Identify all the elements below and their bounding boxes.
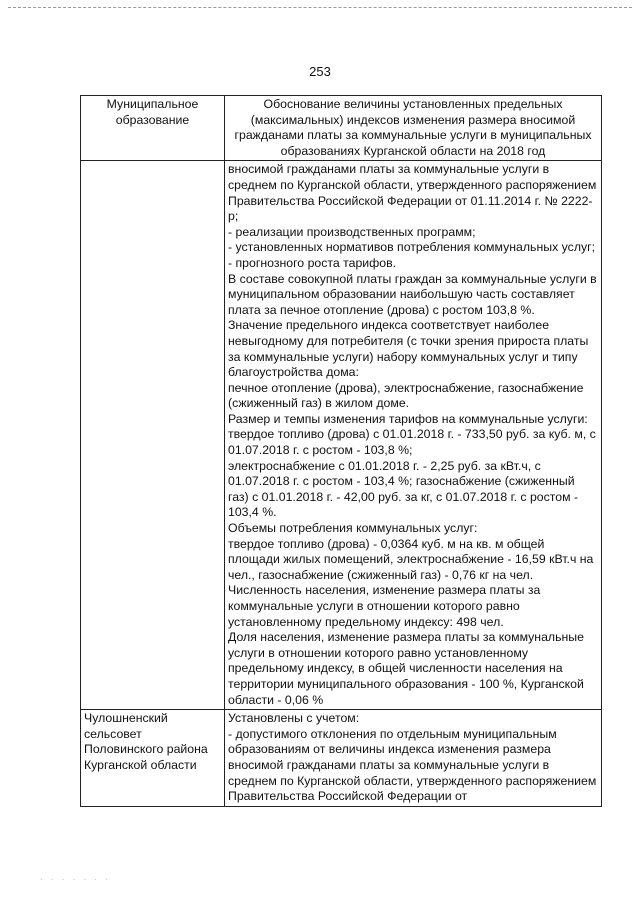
scan-edge-line	[8, 7, 632, 8]
table-row	[81, 710, 602, 807]
justification-paragraph: Объемы потребления коммунальных услуг:	[228, 521, 478, 536]
justification-paragraph: вносимой гражданами платы за коммунальные услуги в среднем по Курганской области, утвержденного распоряжением Правительства Российской Федерации от 01.11.2014 г. № 2222-р;	[228, 162, 597, 224]
page-number: 253	[309, 64, 331, 79]
municipal-index-table	[80, 95, 602, 807]
justification-paragraph: - установленных нормативов потребления коммунальных услуг;	[228, 240, 596, 255]
justification-paragraph: твердое топливо (дрова) с 01.01.2018 г. - 733,50 руб. за куб. м, с 01.07.2018 г. с ростом - 103,8 %;	[228, 427, 596, 458]
table-header-row	[81, 96, 602, 161]
justification-paragraph: Значение предельного индекса соответствует наиболее невыгодному для потребителя (с точки зрения прироста платы за коммунальные услуги) набору коммунальных услуг и типу благоустройства дома:	[228, 318, 589, 380]
justification-paragraph: твердое топливо (дрова) - 0,0364 куб. м на кв. м общей площади жилых помещений, электроснабжение - 16,59 кВт.ч на чел., газоснабжение (сжиженный газ) - 0,76 кг на чел.	[228, 536, 594, 582]
municipality-cell	[81, 161, 225, 710]
municipality-cell: Чулошненский сельсовет Половинского района Курганской области	[81, 710, 225, 807]
table-row	[81, 161, 602, 710]
justification-paragraph: Численность населения, изменение размера платы за коммунальные услуги в отношении которого равно установленному предельному индексу: 498 чел.	[228, 583, 541, 629]
justification-paragraph: Размер и темпы изменения тарифов на коммунальные услуги:	[228, 411, 588, 426]
header-municipality: Муниципальное образование	[81, 96, 225, 161]
justification-paragraph: В составе совокупной платы граждан за коммунальные услуги в муниципальном образовании наибольшую часть составляет плата за печное отопление (дрова) с ростом 103,8 %.	[228, 271, 597, 317]
justification-paragraph: Установлены с учетом:	[228, 711, 360, 726]
header-justification: Обоснование величины установленных предельных (максимальных) индексов изменения размера вносимой гражданами платы за коммунальные услуги в муниципальных образованиях Курганской области на 2018 год	[225, 96, 602, 161]
scan-noise: · · · · · · ·	[40, 875, 111, 884]
justification-paragraph: - допустимого отклонения по отдельным муниципальным образованиям от величины индекса изменения размера вносимой гражданами платы за коммунальные услуги в среднем по Курганской области, утвержденного распоряжением Правительства Российской Федерации от	[228, 726, 597, 804]
justification-cell	[225, 710, 602, 807]
justification-cell	[225, 161, 602, 710]
justification-paragraph: печное отопление (дрова), электроснабжение, газоснабжение (сжиженный газ) в жилом доме.	[228, 380, 584, 411]
justification-paragraph: Доля населения, изменение размера платы за коммунальные услуги в отношении которого равно установленному предельному индексу, в общей численности населения на территории муниципального образования - 100 %, Курганской области - 0,06 %	[228, 630, 584, 707]
justification-paragraph: электроснабжение с 01.01.2018 г. - 2,25 руб. за кВт.ч, с 01.07.2018 г. с ростом - 103,4 %; газоснабжение (сжиженный газ) с 01.01.2018 г. - 42,00 руб. за кг, с 01.07.2018 г. с ростом - 103,4 %.	[228, 458, 579, 520]
justification-paragraph: - реализации производственных программ;	[228, 224, 476, 239]
justification-paragraph: - прогнозного роста тарифов.	[228, 255, 397, 270]
